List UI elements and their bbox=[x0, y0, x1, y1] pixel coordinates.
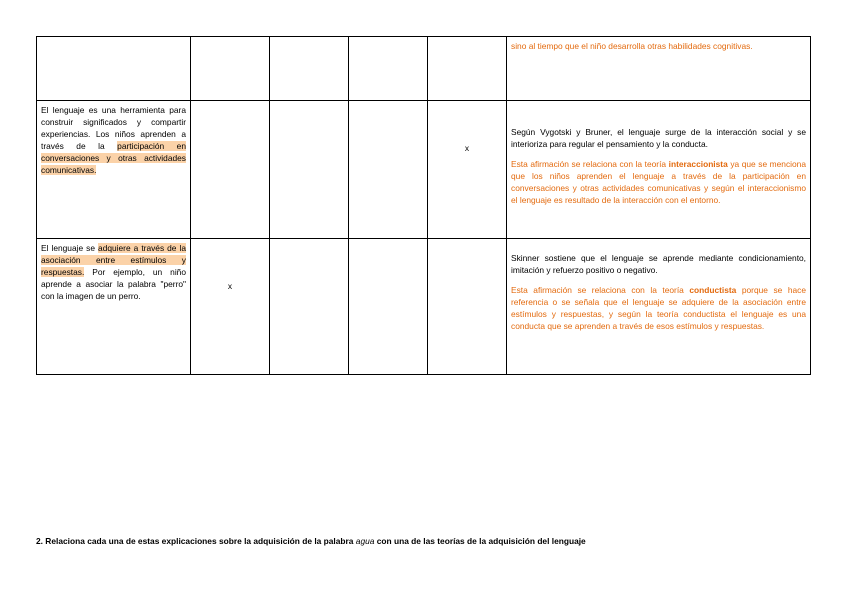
explanation-author: Skinner sostiene que el lenguaje se aprende mediante condicionamiento, imitación y refuerzo positivo o negativo. bbox=[511, 253, 806, 275]
mark-cell bbox=[428, 101, 507, 239]
mark-cell bbox=[428, 37, 507, 101]
table-row bbox=[37, 239, 811, 375]
explanation-cell bbox=[507, 37, 811, 101]
mark-cell bbox=[191, 37, 270, 101]
statement-cell bbox=[37, 37, 191, 101]
statement-text: El lenguaje se bbox=[41, 243, 99, 253]
statement-text: Por ejemplo, un niño aprende a asociar la palabra "perro" con la imagen de un perro. bbox=[41, 267, 186, 301]
explanation-cell bbox=[507, 239, 811, 375]
theory-name: conductista bbox=[689, 285, 737, 295]
mark-cell bbox=[270, 101, 349, 239]
relation-text: porque se hace referencia o se señala que el lenguaje se adquiere de la asociación entre estímulos y respuestas, y según la teoría conductista el lenguaje es una conducta que se aprenden a través de esos estímulos y respuestas. bbox=[511, 285, 806, 331]
mark-cell bbox=[270, 37, 349, 101]
question-text: 2. Relaciona cada una de estas explicaciones sobre la adquisición de la palabra bbox=[36, 536, 356, 546]
explanation-relation bbox=[511, 284, 806, 332]
mark-cell bbox=[428, 239, 507, 375]
conductista-mark: x bbox=[227, 281, 233, 291]
relation-text: ya que se menciona que los niños aprenden el lenguaje a través de la participación en conversaciones y otras actividades comunicativas y según el interaccionismo el lenguaje es resultado de la interacción con el entorno. bbox=[511, 159, 806, 205]
interaccionista-mark: x bbox=[464, 143, 470, 153]
explanation-author: Según Vygotski y Bruner, el lenguaje surge de la interacción social y se interioriza para regular el pensamiento y la conducta. bbox=[511, 127, 806, 149]
statement-text: El lenguaje es una herramienta para construir significados y compartir experiencias. Los niños aprenden a través de la bbox=[41, 105, 186, 151]
relation-text: Esta afirmación se relaciona con la teoría bbox=[511, 285, 690, 295]
statement-cell bbox=[37, 101, 191, 239]
theory-name: interaccionista bbox=[668, 159, 728, 169]
table-row bbox=[37, 37, 811, 101]
mark-cell bbox=[349, 239, 428, 375]
explanation-relation bbox=[511, 158, 806, 206]
explanation-cell bbox=[507, 101, 811, 239]
mark-cell bbox=[349, 37, 428, 101]
explanation-continuation: sino al tiempo que el niño desarrolla otras habilidades cognitivas. bbox=[511, 41, 753, 51]
statement-highlight: participación en conversaciones y otras actividades comunicativas. bbox=[41, 141, 186, 175]
question-heading bbox=[36, 536, 586, 546]
table-row bbox=[37, 101, 811, 239]
question-italic-word: agua bbox=[355, 536, 375, 546]
relation-text: Esta afirmación se relaciona con la teoría bbox=[511, 159, 669, 169]
theories-table bbox=[36, 36, 811, 375]
mark-cell bbox=[270, 239, 349, 375]
statement-cell bbox=[37, 239, 191, 375]
mark-cell bbox=[349, 101, 428, 239]
question-text: con una de las teorías de la adquisición del lenguaje bbox=[374, 536, 586, 546]
mark-cell bbox=[191, 239, 270, 375]
statement-highlight: adquiere a través de la asociación entre estímulos y respuestas. bbox=[41, 243, 187, 277]
mark-cell bbox=[191, 101, 270, 239]
